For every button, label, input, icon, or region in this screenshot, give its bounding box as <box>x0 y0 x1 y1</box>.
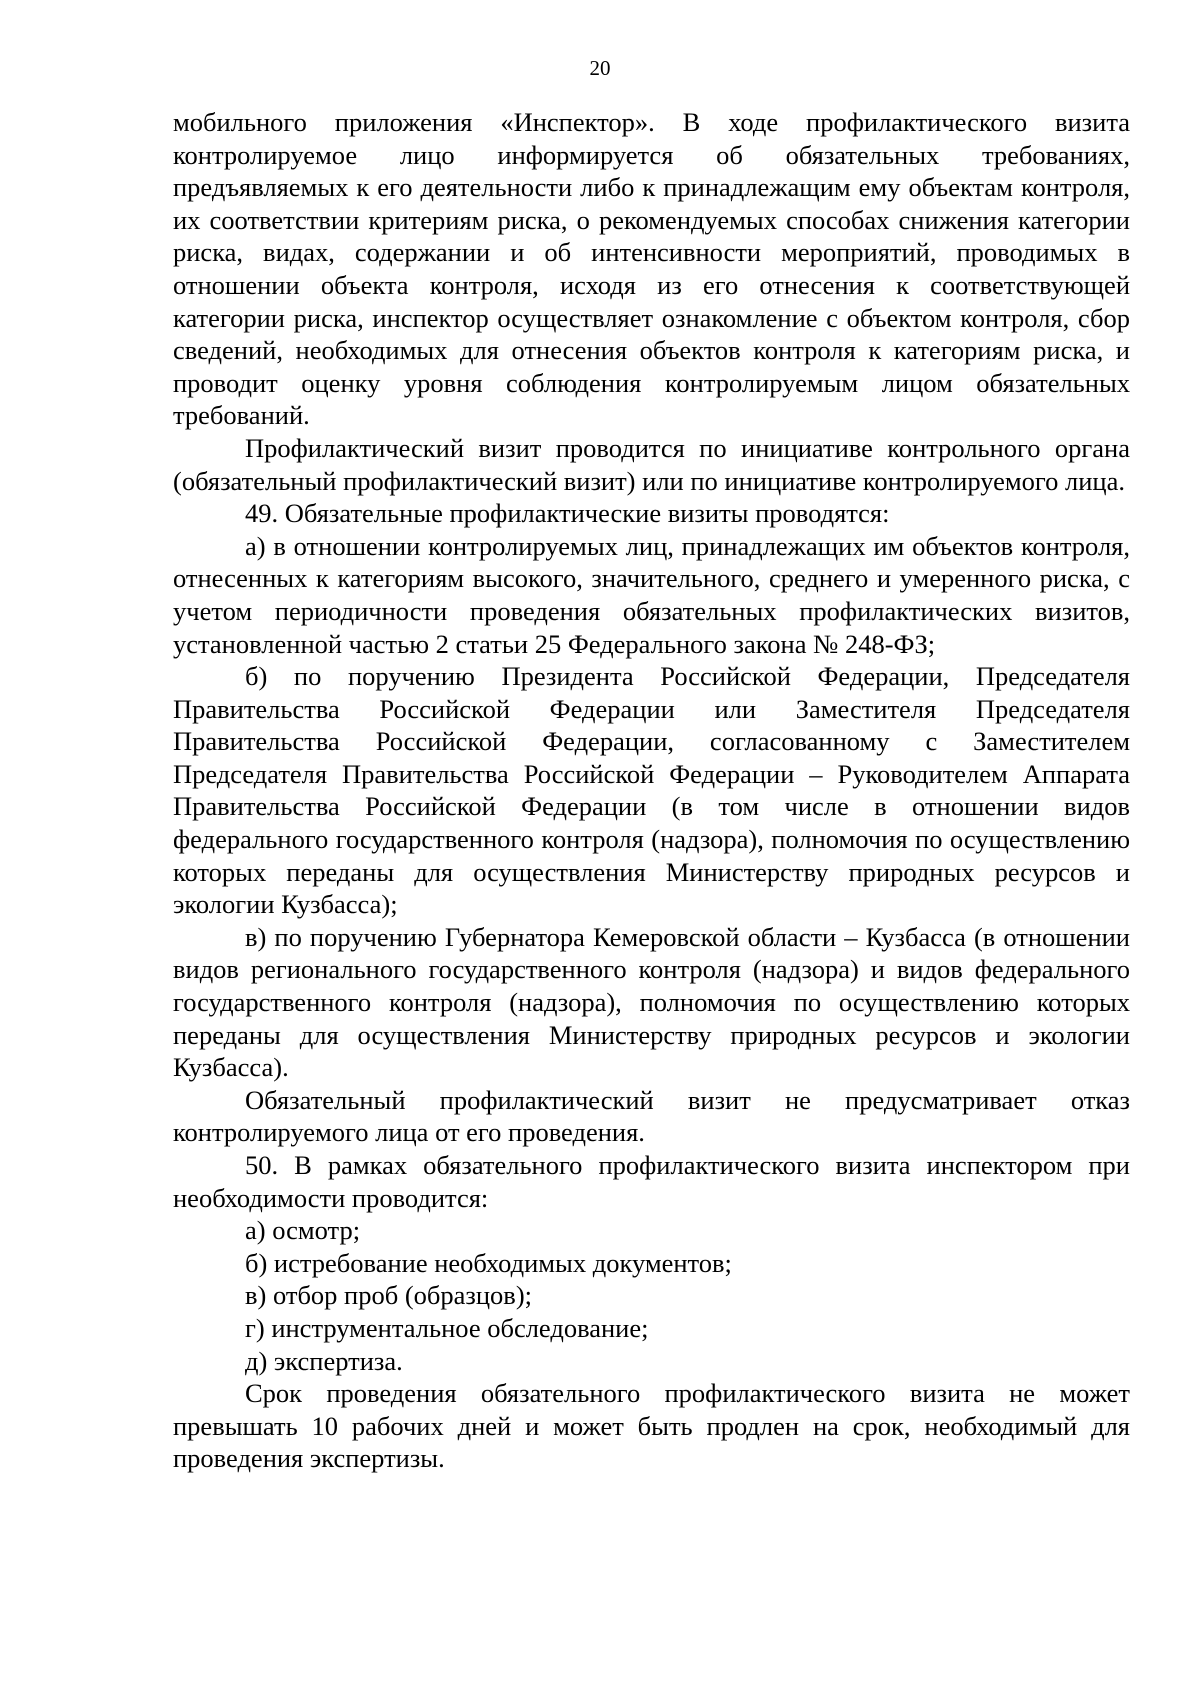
list-item-documents: б) истребование необходимых документов; <box>245 1247 732 1278</box>
list-item-expertise: д) экспертиза. <box>245 1345 403 1376</box>
paragraph-visit-duration: Срок проведения обязательного профилактического визита не может превышать 10 рабочих дней и может быть продлен на срок, необходимый для проведения экспертизы. <box>173 1378 1130 1474</box>
paragraph-item-49-b: б) по поручению Президента Российской Федерации, Председателя Правительства Российской Федерации или Заместителя Председателя Правительства Российской Федерации, согласованному с Заместителем Председателя Правительства Российской Федерации – Руководителем Аппарата Правительства Российской Федерации (в том числе в отношении видов федерального государственного контроля (надзора), полномочия по осуществлению которых переданы для осуществления Министерству природных ресурсов и экологии Кузбасса); <box>173 661 1130 920</box>
paragraph-continuation: мобильного приложения «Инспектор». В ходе профилактического визита контролируемое лицо информируется об обязательных требованиях, предъявляемых к его деятельности либо к принадлежащим ему объектам контроля, их соответствии критериям риска, о рекомендуемых способах снижения категории риска, видах, содержании и об интенсивности мероприятий, проводимых в отношении объекта контроля, исходя из его отнесения к соответствующей категории риска, инспектор осуществляет ознакомление с объектом контроля, сбор сведений, необходимых для отнесения объектов контроля к категориям риска, и проводит оценку уровня соблюдения контролируемым лицом обязательных требований. <box>173 107 1130 431</box>
paragraph-visit-initiative: Профилактический визит проводится по инициативе контрольного органа (обязательный профилактический визит) или по инициативе контролируемого лица. <box>173 432 1130 496</box>
paragraph-item-49-a: а) в отношении контролируемых лиц, принадлежащих им объектов контроля, отнесенных к категориям высокого, значительного, среднего и умеренного риска, с учетом периодичности проведения обязательных профилактических визитов, установленной частью 2 статьи 25 Федерального закона № 248-ФЗ; <box>173 530 1130 659</box>
paragraph-item-50: 50. В рамках обязательного профилактического визита инспектором при необходимости проводится: <box>173 1150 1130 1213</box>
list-item-sampling: в) отбор проб (образцов); <box>245 1280 533 1311</box>
list-item-instrumental: г) инструментальное обследование; <box>245 1312 649 1343</box>
page-number: 20 <box>589 56 611 80</box>
paragraph-no-refusal: Обязательный профилактический визит не предусматривает отказ контролируемого лица от его проведения. <box>173 1084 1130 1148</box>
document-body <box>173 106 1130 1475</box>
paragraph-item-49: 49. Обязательные профилактические визиты проводятся: <box>245 498 890 529</box>
paragraph-item-49-v: в) по поручению Губернатора Кемеровской области – Кузбасса (в отношении видов регионального государственного контроля (надзора) и видов федерального государственного контроля (надзора), полномочия по осуществлению которых переданы для осуществления Министерству природных ресурсов и экологии Кузбасса). <box>173 921 1130 1083</box>
list-item-inspection: а) осмотр; <box>245 1215 361 1246</box>
